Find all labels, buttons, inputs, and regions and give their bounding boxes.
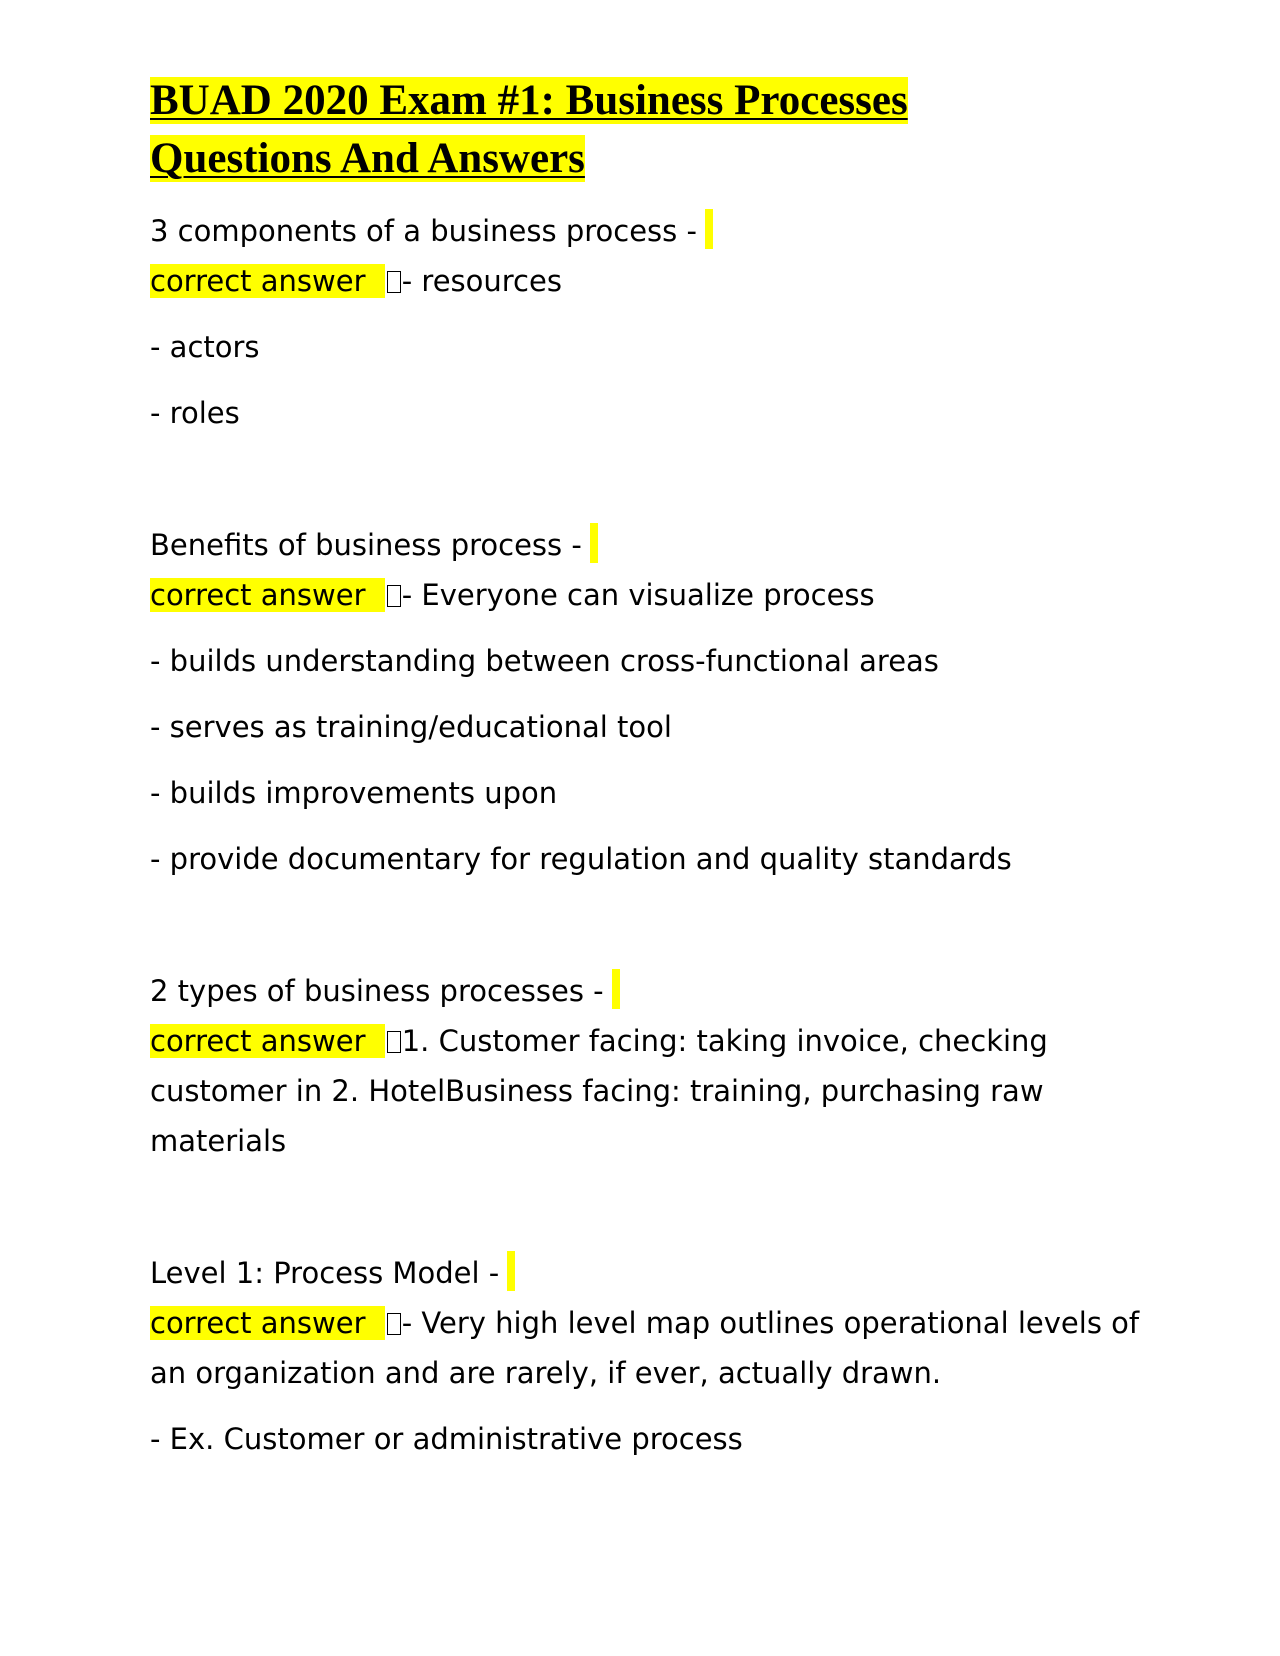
missing-glyph-icon: [387, 271, 401, 293]
answer: [150, 570, 1150, 620]
answer-item: - serves as training/educational tool: [150, 710, 672, 744]
qa-block-1: [150, 206, 1150, 438]
qa-block-4: [150, 1248, 1150, 1464]
answer-text: - resources: [401, 264, 562, 298]
qa-block-3: [150, 966, 1150, 1166]
answer-item: - builds understanding between cross-functional areas: [150, 644, 939, 678]
question-text: 2 types of business processes -: [150, 974, 604, 1008]
answer-item: - Ex. Customer or administrative process: [150, 1422, 743, 1456]
answer-label: correct answer: [150, 1306, 385, 1340]
spacer: [150, 884, 1150, 966]
answer-label: correct answer: [150, 578, 385, 612]
spacer: [150, 438, 1150, 520]
answer: [150, 1298, 1150, 1398]
answer-label: correct answer: [150, 264, 385, 298]
spacer: [150, 1166, 1150, 1248]
question-text: 3 components of a business process -: [150, 214, 697, 248]
answer-item: - actors: [150, 330, 260, 364]
document-title: [150, 72, 1150, 188]
answer-item: - roles: [150, 396, 240, 430]
answer: [150, 256, 1150, 306]
document-page: [150, 72, 1150, 1464]
title-line-2: Questions And Answers: [150, 135, 585, 182]
missing-glyph-icon: [387, 1313, 401, 1335]
answer-text: - Very high level map outlines operational levels of an organization and are rarely, if ever, actually drawn.: [150, 1306, 1140, 1390]
highlight-mark: [590, 523, 598, 563]
question: [150, 966, 1150, 1016]
question: [150, 206, 1150, 256]
answer-item: - provide documentary for regulation and quality standards: [150, 842, 1012, 876]
missing-glyph-icon: [387, 1031, 401, 1053]
highlight-mark: [705, 209, 713, 249]
answer-text: - Everyone can visualize process: [401, 578, 875, 612]
question-text: Benefits of business process -: [150, 528, 582, 562]
highlight-mark: [507, 1251, 515, 1291]
answer-item: - builds improvements upon: [150, 776, 558, 810]
answer-text: 1. Customer facing: taking invoice, checking customer in 2. HotelBusiness facing: training, purchasing raw materials: [150, 1024, 1048, 1158]
question: [150, 520, 1150, 570]
question-text: Level 1: Process Model -: [150, 1256, 500, 1290]
highlight-mark: [612, 969, 620, 1009]
title-line-1: BUAD 2020 Exam #1: Business Processes: [150, 77, 908, 124]
answer: [150, 1016, 1150, 1166]
missing-glyph-icon: [387, 585, 401, 607]
qa-block-2: [150, 520, 1150, 884]
answer-label: correct answer: [150, 1024, 385, 1058]
question: [150, 1248, 1150, 1298]
